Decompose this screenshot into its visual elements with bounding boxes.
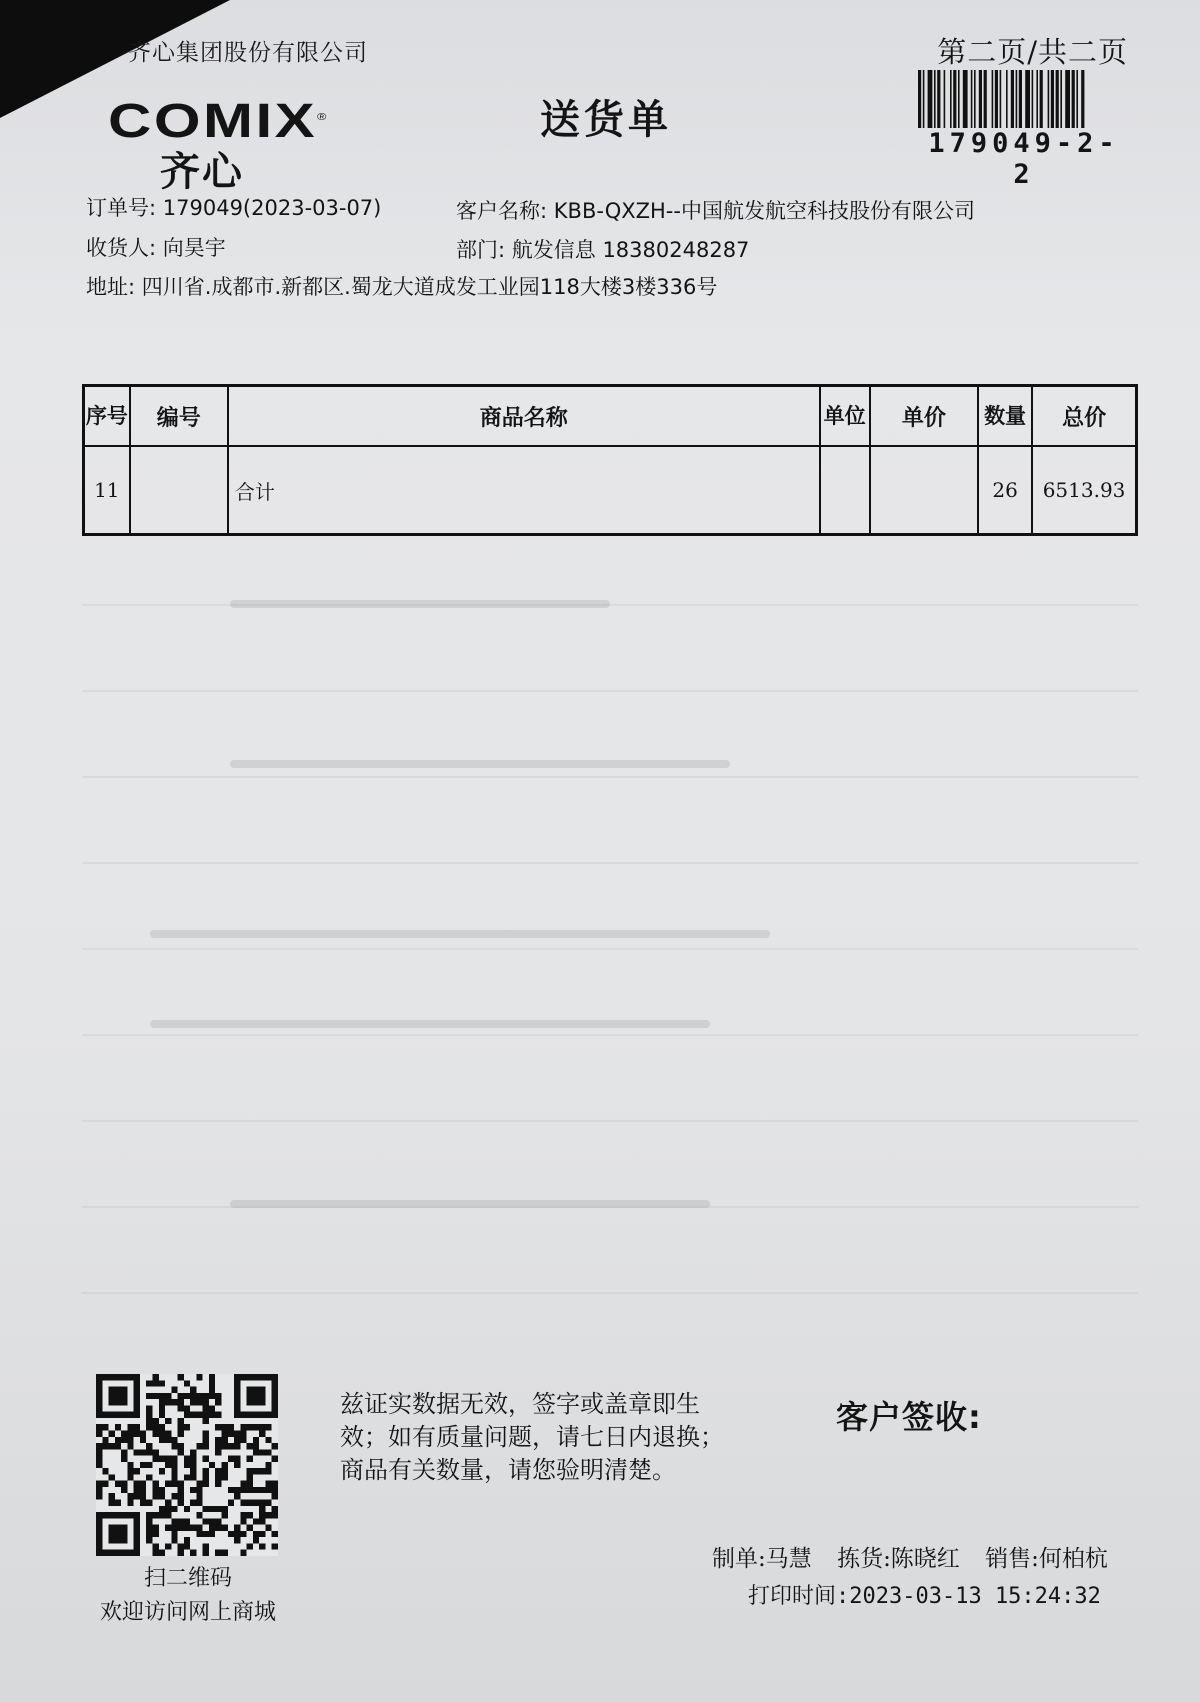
bleed-through-line <box>150 930 770 938</box>
department-value: 航发信息 18380248287 <box>511 238 750 262</box>
customer-value: KBB-QXZH--中国航发航空科技股份有限公司 <box>553 199 975 223</box>
header-price: 单价 <box>870 386 978 447</box>
header-qty: 数量 <box>978 386 1032 447</box>
bleed-through-line <box>230 760 730 768</box>
customer-signature-label: 客户签收: <box>836 1398 982 1436</box>
department-field <box>456 234 749 264</box>
header-name: 商品名称 <box>228 386 820 447</box>
logo-cjk-text: 齐心 <box>160 149 244 195</box>
bleed-through-line <box>150 1020 710 1028</box>
qr-caption-line2: 欢迎访问网上商城 <box>99 1600 276 1625</box>
delivery-notice <box>340 1388 770 1487</box>
receiver-value: 向昊宇 <box>162 236 226 260</box>
bleed-through-line <box>230 600 610 608</box>
cell-seq: 11 <box>84 446 130 535</box>
cell-qty: 26 <box>978 446 1032 535</box>
print-time: 打印时间:2023-03-13 15:24:32 <box>748 1584 1101 1609</box>
sales: 销售:何柏杭 <box>985 1546 1108 1572</box>
page-indicator: 第二页/共二页 <box>937 35 1128 69</box>
order-number-label: 订单号: <box>86 196 157 220</box>
header-total: 总价 <box>1032 386 1136 447</box>
table-header-row <box>84 386 1137 447</box>
cell-name: 合计 <box>228 446 820 535</box>
notice-line: 效；如有质量问题，请七日内退换； <box>340 1423 724 1451</box>
bleed-through-rows <box>82 520 1138 1300</box>
document-title: 送货单 <box>540 97 672 143</box>
receiver-label: 收货人: <box>86 236 157 260</box>
table-row <box>84 446 1137 535</box>
header-unit: 单位 <box>820 386 870 447</box>
order-number-field <box>86 192 381 222</box>
cell-price <box>870 446 978 535</box>
cell-total: 6513.93 <box>1032 446 1136 535</box>
comix-logo <box>108 94 348 195</box>
address-label: 地址: <box>86 275 136 299</box>
maker: 制单:马慧 <box>712 1546 812 1572</box>
header-code: 编号 <box>130 386 228 447</box>
picker: 拣货:陈晓红 <box>837 1546 960 1572</box>
cell-code <box>130 446 228 535</box>
customer-label: 客户名称: <box>456 199 548 223</box>
barcode-number: 179049-2-2 <box>928 128 1120 190</box>
customer-field <box>456 195 975 225</box>
notice-line: 商品有关数量，请您验明清楚。 <box>340 1456 676 1484</box>
qr-caption <box>78 1562 298 1630</box>
notice-line: 兹证实数据无效，签字或盖章即生 <box>340 1390 700 1418</box>
header-seq: 序号 <box>84 386 130 447</box>
barcode <box>918 70 1130 128</box>
qr-caption-line1: 扫二维码 <box>143 1566 232 1591</box>
address-value: 四川省.成都市.新都区.蜀龙大道成发工业园118大楼3楼336号 <box>141 275 718 299</box>
bleed-through-line <box>230 1200 710 1208</box>
receiver-field <box>86 232 226 262</box>
order-number-value: 179049(2023-03-07) <box>162 196 382 220</box>
staff-line <box>712 1540 1108 1573</box>
department-label: 部门: <box>456 238 506 262</box>
address-field <box>86 271 717 301</box>
items-table <box>82 384 1138 536</box>
cell-unit <box>820 446 870 535</box>
qr-code[interactable] <box>96 1374 278 1556</box>
company-header: 齐心集团股份有限公司 <box>128 40 368 66</box>
logo-latin-text: COMIX® <box>108 95 329 148</box>
